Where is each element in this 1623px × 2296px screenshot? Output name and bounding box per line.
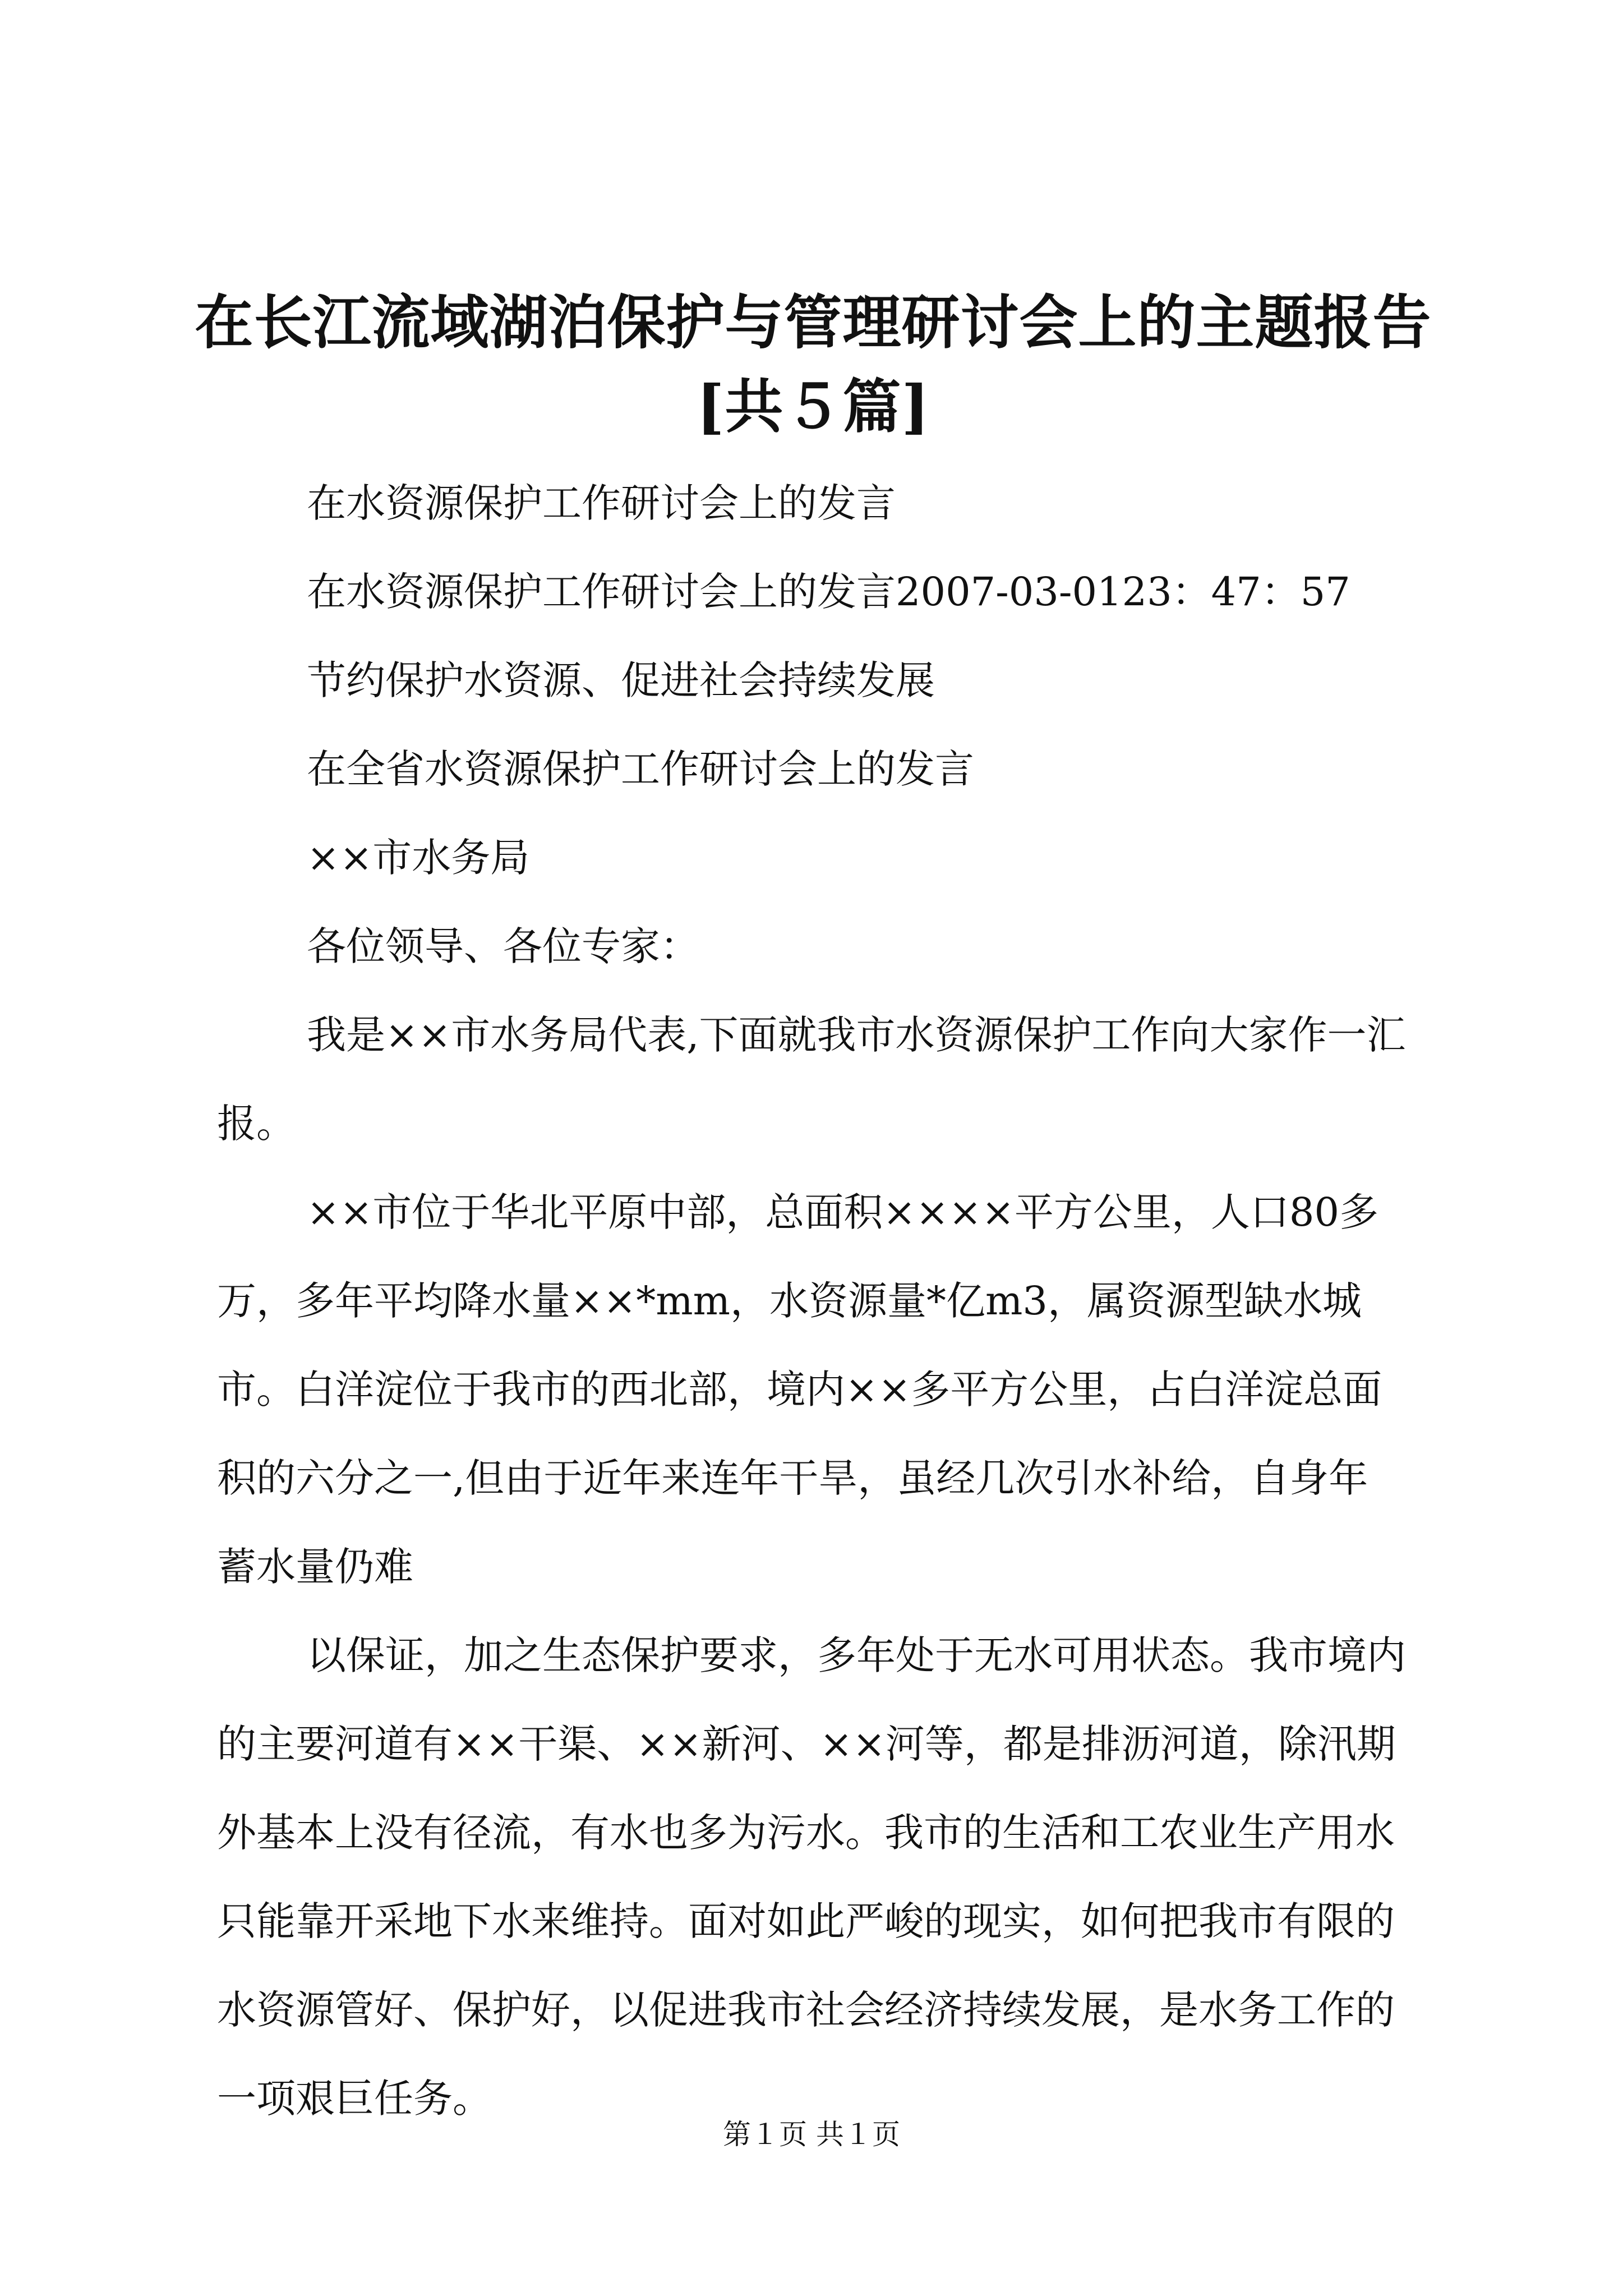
- paragraph-dated-title: 在水资源保护工作研讨会上的发言2007-03-0123：47：57: [307, 569, 1350, 615]
- paragraph-intro: 我是××市水务局代表,下面就我市水资源保护工作向大家作一汇报。: [217, 1012, 1406, 1147]
- paragraph-water-situation: 以保证，加之生态保护要求，多年处于无水可用状态。我市境内的主要河道有××干渠、××新河、××河等，都是排沥河道，除汛期外基本上没有径流，有水也多为污水。我市的生活和工农业生产用水只能靠开采地下水来维持。面对如此严峻的现实，如何把我市有限的水资源管好、保护好，以促进我市社会经济持续发展，是水务工作的一项艰巨任务。: [217, 1632, 1406, 2122]
- page-footer: 第１页 共１页: [723, 2118, 900, 2151]
- paragraph-organization: ××市水务局: [307, 835, 530, 881]
- paragraph-city-overview: ××市位于华北平原中部，总面积××××平方公里，人口80多万，多年平均降水量××*mm，水资源量*亿m3，属资源型缺水城市。白洋淀位于我市的西北部，境内××多平方公里，占白洋淀总面积的六分之一,但由于近年来连年干旱，虽经几次引水补给，自身年蓄水量仍难: [217, 1189, 1382, 1590]
- paragraph-subtitle: 在水资源保护工作研讨会上的发言: [307, 480, 896, 526]
- paragraph-theme: 节约保护水资源、促进社会持续发展: [307, 657, 935, 703]
- document-body: [217, 459, 1406, 2143]
- paragraph-salutation: 各位领导、各位专家：: [307, 923, 699, 969]
- paragraph-occasion: 在全省水资源保护工作研讨会上的发言: [307, 746, 974, 792]
- document-title: 在长江流域湖泊保护与管理研讨会上的主题报告[共５篇]: [195, 288, 1432, 441]
